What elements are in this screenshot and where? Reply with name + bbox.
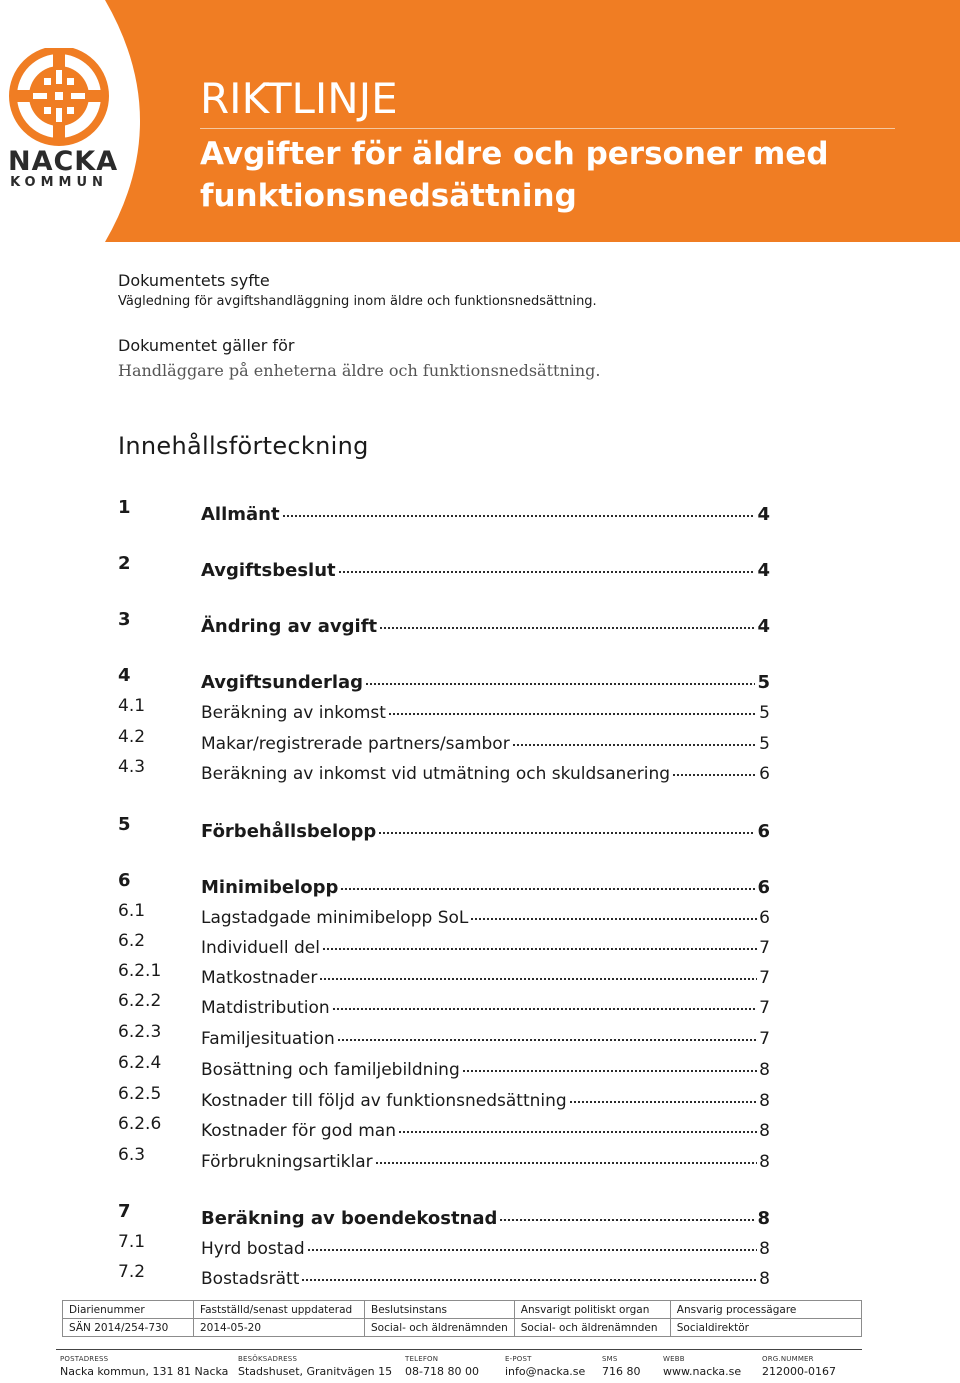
toc-leader-dots [340, 870, 755, 893]
toc-entry-line [201, 757, 770, 784]
document-type: RIKTLINJE [200, 74, 398, 123]
info-value-cell: Socialdirektör [670, 1319, 861, 1337]
info-value-cell: Social- och äldrenämnden [365, 1319, 515, 1337]
toc-entry-page: 4 [757, 504, 770, 526]
info-header-cell: Ansvarig processägare [670, 1301, 861, 1319]
footer-value[interactable]: info@nacka.se [505, 1365, 586, 1378]
toc-entry-page: 8 [759, 1152, 770, 1173]
toc-entry-label: Beräkning av inkomst vid utmätning och skuldsanering [201, 764, 671, 785]
toc-entry-page: 8 [759, 1269, 770, 1290]
toc-entry[interactable] [118, 1262, 770, 1288]
footer-label: WEBB [663, 1355, 685, 1363]
toc-entry[interactable] [118, 1201, 770, 1230]
applies-text: Handläggare på enheterna äldre och funktionsnedsättning. [118, 361, 601, 380]
toc-leader-dots [672, 757, 757, 779]
toc-leader-dots [301, 1262, 757, 1284]
toc-entry-label: Makar/registrerade partners/sambor [201, 734, 510, 755]
toc-entry[interactable] [118, 1084, 770, 1110]
toc-entry-page: 5 [757, 672, 770, 694]
toc-entry-line [201, 814, 770, 842]
footer-value[interactable]: www.nacka.se [663, 1365, 742, 1378]
toc-leader-dots [388, 696, 757, 718]
footer-label: POSTADRESS [60, 1355, 109, 1363]
footer-value: Nacka kommun, 131 81 Nacka [60, 1365, 229, 1378]
footer-value: 212000-0167 [762, 1365, 836, 1378]
toc-entry-number: 5 [118, 814, 131, 835]
toc-entry-label: Avgiftsbeslut [201, 560, 336, 582]
toc-entry-line [201, 961, 770, 988]
toc-entry-page: 7 [759, 968, 770, 989]
toc-entry[interactable] [118, 1145, 770, 1171]
toc-entry-line [201, 1232, 770, 1259]
toc-entry-line [201, 609, 770, 637]
toc-entry-page: 6 [759, 764, 770, 785]
logo-emblem-icon [8, 48, 110, 148]
toc-entry[interactable] [118, 961, 770, 987]
toc-leader-dots [398, 1114, 757, 1136]
toc-entry-page: 5 [759, 703, 770, 724]
toc-entry-page: 4 [757, 616, 770, 638]
toc-entry-line [201, 1084, 770, 1111]
toc-entry-line [201, 931, 770, 958]
toc-entry-line [201, 553, 770, 581]
toc-entry-label: Allmänt [201, 504, 280, 526]
header-banner [0, 0, 960, 242]
toc-entry[interactable] [118, 609, 770, 638]
info-value-cell: SÄN 2014/254-730 [63, 1319, 194, 1337]
toc-entry-line [201, 1262, 770, 1289]
toc-entry-label: Matkostnader [201, 968, 318, 989]
toc-entry-page: 8 [759, 1060, 770, 1081]
toc-entry-number: 6.3 [118, 1145, 146, 1165]
toc-entry-page: 5 [759, 734, 770, 755]
toc-entry[interactable] [118, 1232, 770, 1258]
toc-entry-number: 7.1 [118, 1232, 146, 1252]
toc-entry-page: 6 [757, 821, 770, 843]
info-value-cell: 2014-05-20 [194, 1319, 365, 1337]
footer-value: 08-718 80 00 [405, 1365, 479, 1378]
toc-entry-line [201, 870, 770, 898]
toc-entry-page: 7 [759, 938, 770, 959]
toc-entry[interactable] [118, 991, 770, 1017]
toc-entry-label: Minimibelopp [201, 877, 339, 899]
toc-entry-number: 6.2.5 [118, 1084, 162, 1104]
toc-leader-dots [569, 1084, 757, 1106]
info-value-cell: Social- och äldrenämnden [514, 1319, 670, 1337]
toc-entry[interactable] [118, 553, 770, 582]
toc-entry-number: 4.1 [118, 696, 146, 716]
toc-entry-label: Hyrd bostad [201, 1239, 305, 1260]
footer-label: ORG.NUMMER [762, 1355, 814, 1363]
purpose-heading: Dokumentets syfte [118, 271, 270, 290]
toc-entry[interactable] [118, 814, 770, 843]
toc-entry-page: 6 [757, 877, 770, 899]
toc-entry-number: 3 [118, 609, 131, 630]
footer-besoksadress [238, 1355, 392, 1378]
toc-entry-label: Förbehållsbelopp [201, 821, 377, 843]
toc-entry-label: Beräkning av inkomst [201, 703, 386, 724]
toc-entry-label: Avgiftsunderlag [201, 672, 364, 694]
footer-telefon [405, 1355, 479, 1378]
purpose-text: Vägledning för avgiftshandläggning inom äldre och funktionsnedsättning. [118, 294, 597, 309]
toc-entry-label: Individuell del [201, 938, 320, 959]
footer-divider [56, 1349, 862, 1350]
toc-leader-dots [462, 1053, 757, 1075]
toc-entry-page: 7 [759, 1029, 770, 1050]
toc-entry[interactable] [118, 870, 770, 899]
footer-label: SMS [602, 1355, 618, 1363]
toc-entry-line [201, 1201, 770, 1229]
toc-entry-label: Beräkning av boendekostnad [201, 1208, 498, 1230]
info-header-cell: Ansvarigt politiskt organ [514, 1301, 670, 1319]
toc-entry-number: 6.2.4 [118, 1053, 162, 1073]
toc-leader-dots [375, 1145, 758, 1167]
toc-entry[interactable] [118, 497, 770, 526]
footer-value: Stadshuset, Granitvägen 15 [238, 1365, 393, 1378]
toc-entry[interactable] [118, 696, 770, 722]
toc-entry-number: 6.2.2 [118, 991, 162, 1011]
toc-entry-label: Lagstadgade minimibelopp SoL [201, 908, 469, 929]
toc-entry-number: 4 [118, 665, 131, 686]
toc-entry-label: Familjesituation [201, 1029, 335, 1050]
toc-leader-dots [365, 665, 755, 688]
toc-entry-label: Matdistribution [201, 998, 330, 1019]
toc-entry-number: 4.3 [118, 757, 146, 777]
toc-entry-number: 6.2 [118, 931, 146, 951]
info-header-cell: Fastställd/senast uppdaterad [194, 1301, 365, 1319]
toc-leader-dots [307, 1232, 758, 1254]
toc-entry-number: 1 [118, 497, 131, 518]
toc-entry-label: Bosättning och familjebildning [201, 1060, 460, 1081]
info-value-row [63, 1319, 862, 1337]
toc-entry-line [201, 665, 770, 693]
toc-leader-dots [282, 497, 756, 520]
toc-leader-dots [319, 961, 757, 983]
toc-leader-dots [512, 727, 757, 749]
toc-leader-dots [332, 991, 758, 1013]
toc-entry-number: 4.2 [118, 727, 146, 747]
footer-label: BESÖKSADRESS [238, 1355, 298, 1363]
toc-entry-line [201, 901, 770, 928]
toc-leader-dots [378, 814, 755, 837]
footer-orgnummer [762, 1355, 836, 1378]
toc-entry[interactable] [118, 665, 770, 694]
toc-entry-line [201, 1145, 770, 1172]
toc-entry[interactable] [118, 727, 770, 753]
toc-entry[interactable] [118, 1022, 770, 1048]
header-divider [200, 128, 895, 129]
info-header-cell: Beslutsinstans [365, 1301, 515, 1319]
toc-entry-line [201, 497, 770, 525]
toc-entry-line [201, 696, 770, 723]
toc-leader-dots [470, 901, 757, 923]
toc-entry-number: 6.2.6 [118, 1114, 162, 1134]
toc-leader-dots [379, 609, 755, 632]
toc-entry-label: Kostnader för god man [201, 1121, 396, 1142]
document-info-table [62, 1300, 862, 1337]
logo-subtitle: KOMMUN [10, 175, 108, 190]
footer-postadress [60, 1355, 228, 1378]
toc-entry-number: 7 [118, 1201, 131, 1222]
toc-leader-dots [337, 1022, 757, 1044]
document-title: Avgifter för äldre och personer med funktionsnedsättning [200, 136, 829, 214]
footer-webb [663, 1355, 741, 1378]
toc-entry-number: 6 [118, 870, 131, 891]
toc-entry-page: 4 [757, 560, 770, 582]
toc-entry-line [201, 727, 770, 754]
toc-entry-label: Kostnader till följd av funktionsnedsättning [201, 1091, 567, 1112]
toc-heading: Innehållsförteckning [118, 432, 369, 460]
toc-entry-number: 6.2.1 [118, 961, 162, 981]
toc-entry[interactable] [118, 1053, 770, 1079]
nacka-logo [8, 48, 119, 194]
toc-entry[interactable] [118, 901, 770, 927]
toc-entry-page: 8 [759, 1239, 770, 1260]
toc-entry-label: Ändring av avgift [201, 616, 378, 638]
toc-entry-page: 8 [757, 1208, 770, 1230]
info-header-cell: Diarienummer [63, 1301, 194, 1319]
toc-entry-page: 6 [759, 908, 770, 929]
footer-epost [505, 1355, 585, 1378]
info-header-row [63, 1301, 862, 1319]
toc-entry-number: 6.2.3 [118, 1022, 162, 1042]
toc-leader-dots [499, 1201, 755, 1224]
toc-entry-page: 8 [759, 1121, 770, 1142]
applies-heading: Dokumentet gäller för [118, 336, 295, 355]
toc-entry-page: 7 [759, 998, 770, 1019]
toc-entry-line [201, 1114, 770, 1141]
footer-label: E-POST [505, 1355, 532, 1363]
toc-entry-number: 2 [118, 553, 131, 574]
toc-leader-dots [338, 553, 756, 576]
toc-entry[interactable] [118, 1114, 770, 1140]
toc-entry-label: Förbrukningsartiklar [201, 1152, 373, 1173]
toc-entry[interactable] [118, 757, 770, 783]
footer-value: 716 80 [602, 1365, 641, 1378]
logo-name: NACKA [8, 146, 119, 177]
toc-entry-label: Bostadsrätt [201, 1269, 300, 1290]
toc-entry-line [201, 1053, 770, 1080]
toc-entry-number: 7.2 [118, 1262, 146, 1282]
footer-label: TELEFON [405, 1355, 439, 1363]
toc-leader-dots [322, 931, 757, 953]
toc-entry[interactable] [118, 931, 770, 957]
toc-entry-number: 6.1 [118, 901, 146, 921]
toc-entry-page: 8 [759, 1091, 770, 1112]
footer-sms [602, 1355, 641, 1378]
toc-entry-line [201, 1022, 770, 1049]
toc-entry-line [201, 991, 770, 1018]
